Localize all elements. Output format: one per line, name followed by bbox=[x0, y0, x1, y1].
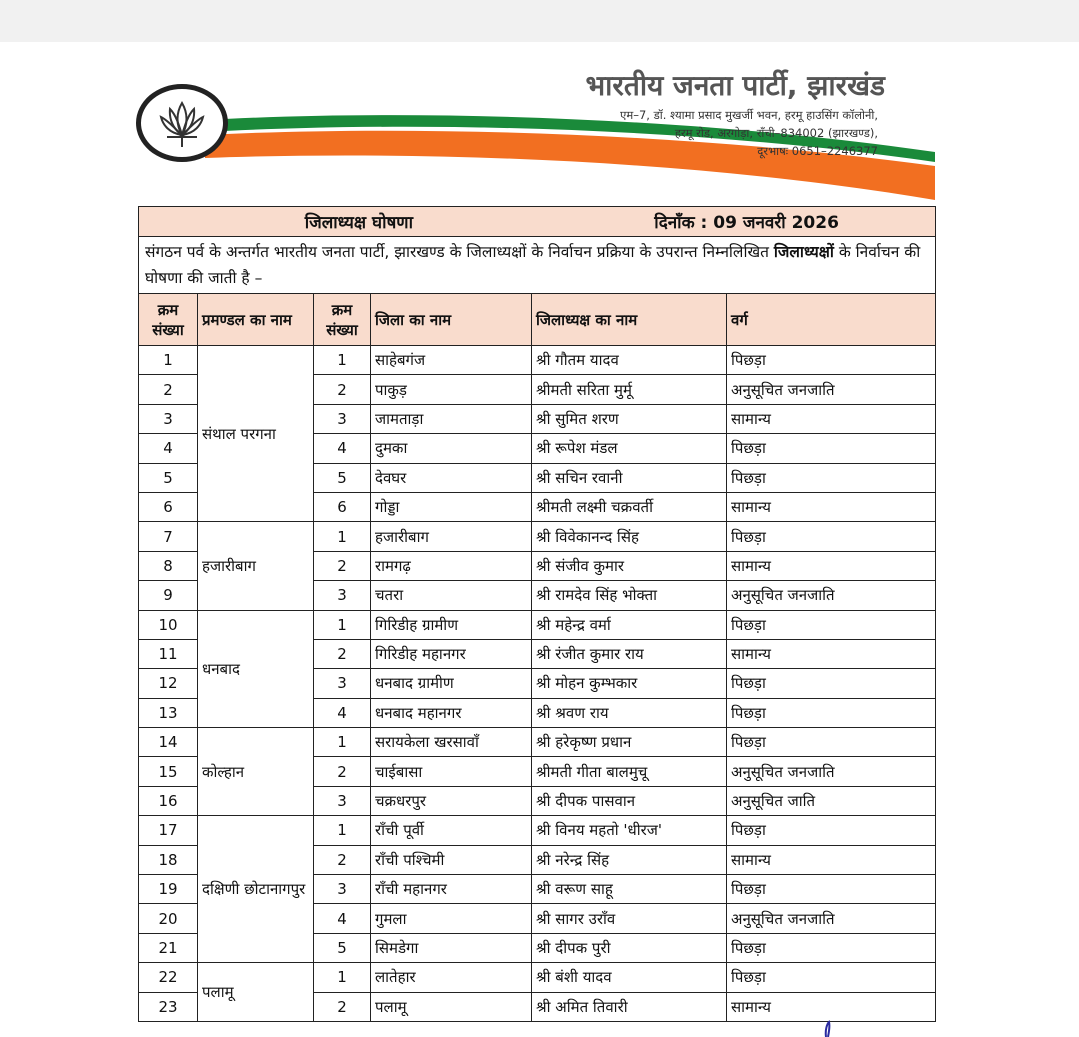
cell-division: धनबाद bbox=[198, 610, 314, 728]
cell-district: चतरा bbox=[371, 581, 532, 610]
cell-sr-no: 6 bbox=[139, 492, 198, 521]
table-row bbox=[139, 816, 936, 845]
cell-district: धनबाद महानगर bbox=[371, 698, 532, 727]
cell-sub-no: 2 bbox=[314, 992, 371, 1021]
intro-text-end: के निर्वाचन की घोषणा की जाती है – bbox=[145, 243, 921, 287]
cell-president-name: श्री श्रवण राय bbox=[532, 698, 727, 727]
cell-president-name: श्री नरेन्द्र सिंह bbox=[532, 845, 727, 874]
cell-division: पलामू bbox=[198, 963, 314, 1022]
cell-president-name: श्री रंजीत कुमार राय bbox=[532, 639, 727, 668]
cell-district: सरायकेला खरसावाँ bbox=[371, 728, 532, 757]
cell-category: पिछड़ा bbox=[727, 346, 936, 375]
cell-category: अनुसूचित जनजाति bbox=[727, 581, 936, 610]
cell-district: पाकुड़ bbox=[371, 375, 532, 404]
lotus-icon bbox=[141, 89, 223, 157]
cell-president-name: श्री वरूण साहू bbox=[532, 875, 727, 904]
cell-sub-no: 3 bbox=[314, 404, 371, 433]
cell-sub-no: 2 bbox=[314, 757, 371, 786]
cell-sub-no: 1 bbox=[314, 816, 371, 845]
cell-president-name: श्री गौतम यादव bbox=[532, 346, 727, 375]
cell-category: सामान्य bbox=[727, 404, 936, 433]
org-name: भारतीय जनता पार्टी, झारखंड bbox=[585, 69, 885, 102]
cell-category: सामान्य bbox=[727, 639, 936, 668]
cell-category: पिछड़ा bbox=[727, 698, 936, 727]
cell-district: दुमका bbox=[371, 434, 532, 463]
cell-president-name: श्री विनय महतो 'धीरज' bbox=[532, 816, 727, 845]
cell-sub-no: 4 bbox=[314, 698, 371, 727]
cell-sr-no: 3 bbox=[139, 404, 198, 433]
cell-president-name: श्री महेन्द्र वर्मा bbox=[532, 610, 727, 639]
cell-category: अनुसूचित जाति bbox=[727, 786, 936, 815]
address-line: हरमू रोड, अरगोड़ा, राँची–834002 (झारखण्ड), bbox=[674, 126, 878, 140]
table-row bbox=[139, 728, 936, 757]
cell-sub-no: 1 bbox=[314, 346, 371, 375]
cell-category: सामान्य bbox=[727, 845, 936, 874]
cell-category: अनुसूचित जनजाति bbox=[727, 757, 936, 786]
cell-district: सिमडेगा bbox=[371, 933, 532, 962]
cell-president-name: श्री दीपक पुरी bbox=[532, 933, 727, 962]
cell-president-name: श्रीमती सरिता मुर्मू bbox=[532, 375, 727, 404]
cell-category: अनुसूचित जनजाति bbox=[727, 375, 936, 404]
cell-sr-no: 22 bbox=[139, 963, 198, 992]
cell-sr-no: 14 bbox=[139, 728, 198, 757]
cell-sub-no: 4 bbox=[314, 434, 371, 463]
cell-sub-no: 1 bbox=[314, 963, 371, 992]
cell-category: पिछड़ा bbox=[727, 669, 936, 698]
cell-category: पिछड़ा bbox=[727, 875, 936, 904]
cell-sub-no: 3 bbox=[314, 581, 371, 610]
cell-category: सामान्य bbox=[727, 992, 936, 1021]
cell-president-name: श्री मोहन कुम्भकार bbox=[532, 669, 727, 698]
cell-division: दक्षिणी छोटानागपुर bbox=[198, 816, 314, 963]
bjp-logo bbox=[136, 84, 228, 162]
cell-sub-no: 1 bbox=[314, 522, 371, 551]
cell-district: राँची महानगर bbox=[371, 875, 532, 904]
cell-sub-no: 1 bbox=[314, 610, 371, 639]
table-body bbox=[139, 346, 936, 1022]
cell-sr-no: 4 bbox=[139, 434, 198, 463]
cell-category: पिछड़ा bbox=[727, 610, 936, 639]
cell-district: गुमला bbox=[371, 904, 532, 933]
cell-category: सामान्य bbox=[727, 492, 936, 521]
cell-sr-no: 11 bbox=[139, 639, 198, 668]
table-row bbox=[139, 522, 936, 551]
cell-president-name: श्री दीपक पासवान bbox=[532, 786, 727, 815]
cell-category: पिछड़ा bbox=[727, 963, 936, 992]
cell-sub-no: 2 bbox=[314, 639, 371, 668]
cell-sub-no: 2 bbox=[314, 551, 371, 580]
cell-district: रामगढ़ bbox=[371, 551, 532, 580]
cell-sr-no: 12 bbox=[139, 669, 198, 698]
header-division: प्रमण्डल का नाम bbox=[198, 294, 314, 346]
header-president: जिलाध्यक्ष का नाम bbox=[532, 294, 727, 346]
cell-sr-no: 1 bbox=[139, 346, 198, 375]
cell-category: अनुसूचित जनजाति bbox=[727, 904, 936, 933]
cell-category: पिछड़ा bbox=[727, 728, 936, 757]
cell-sr-no: 8 bbox=[139, 551, 198, 580]
cell-category: सामान्य bbox=[727, 551, 936, 580]
cell-sr-no: 17 bbox=[139, 816, 198, 845]
cell-division: हजारीबाग bbox=[198, 522, 314, 610]
cell-category: पिछड़ा bbox=[727, 522, 936, 551]
cell-category: पिछड़ा bbox=[727, 816, 936, 845]
cell-sr-no: 20 bbox=[139, 904, 198, 933]
cell-district: राँची पश्चिमी bbox=[371, 845, 532, 874]
cell-sr-no: 10 bbox=[139, 610, 198, 639]
cell-category: पिछड़ा bbox=[727, 463, 936, 492]
cell-district: लातेहार bbox=[371, 963, 532, 992]
intro-row bbox=[139, 237, 936, 294]
cell-sr-no: 5 bbox=[139, 463, 198, 492]
cell-sr-no: 2 bbox=[139, 375, 198, 404]
cell-sr-no: 18 bbox=[139, 845, 198, 874]
cell-sub-no: 1 bbox=[314, 728, 371, 757]
cell-sr-no: 13 bbox=[139, 698, 198, 727]
table-row bbox=[139, 346, 936, 375]
cell-sr-no: 16 bbox=[139, 786, 198, 815]
cell-district: जामताड़ा bbox=[371, 404, 532, 433]
address-line: एम–7, डॉ. श्यामा प्रसाद मुखर्जी भवन, हरमू हाउसिंग कॉलोनी, bbox=[620, 108, 878, 122]
cell-division: कोल्हान bbox=[198, 728, 314, 816]
notice-title: जिलाध्यक्ष घोषणा bbox=[304, 213, 413, 233]
cell-district: गोड्डा bbox=[371, 492, 532, 521]
cell-sr-no: 7 bbox=[139, 522, 198, 551]
cell-sub-no: 2 bbox=[314, 375, 371, 404]
cell-president-name: श्री रामदेव सिंह भोक्ता bbox=[532, 581, 727, 610]
table-row bbox=[139, 610, 936, 639]
cell-president-name: श्रीमती लक्ष्मी चक्रवर्ती bbox=[532, 492, 727, 521]
cell-sub-no: 3 bbox=[314, 875, 371, 904]
cell-district: राँची पूर्वी bbox=[371, 816, 532, 845]
header-sub-no: क्रम संख्या bbox=[314, 294, 371, 346]
cell-sub-no: 5 bbox=[314, 463, 371, 492]
intro-bold-text: जिलाध्यक्षों bbox=[773, 243, 834, 261]
header-district: जिला का नाम bbox=[371, 294, 532, 346]
cell-sub-no: 3 bbox=[314, 786, 371, 815]
cell-sr-no: 9 bbox=[139, 581, 198, 610]
notice-date: दिनाँक : 09 जनवरी 2026 bbox=[654, 213, 839, 233]
pen-mark bbox=[820, 1020, 836, 1037]
cell-sub-no: 2 bbox=[314, 845, 371, 874]
table-row bbox=[139, 963, 936, 992]
cell-sr-no: 23 bbox=[139, 992, 198, 1021]
cell-president-name: श्री संजीव कुमार bbox=[532, 551, 727, 580]
cell-president-name: श्री अमित तिवारी bbox=[532, 992, 727, 1021]
cell-sr-no: 21 bbox=[139, 933, 198, 962]
cell-president-name: श्री हरेकृष्ण प्रधान bbox=[532, 728, 727, 757]
cell-district: गिरिडीह महानगर bbox=[371, 639, 532, 668]
table-header bbox=[139, 294, 936, 346]
header-sr-no: क्रम संख्या bbox=[139, 294, 198, 346]
cell-president-name: श्री सुमित शरण bbox=[532, 404, 727, 433]
cell-sub-no: 3 bbox=[314, 669, 371, 698]
header-category: वर्ग bbox=[727, 294, 936, 346]
cell-district: देवघर bbox=[371, 463, 532, 492]
intro-text: संगठन पर्व के अन्तर्गत भारतीय जनता पार्टी, झारखण्ड के जिलाध्यक्षों के निर्वाचन प्रक्रिया के उपरान्त निम्नलिखित bbox=[145, 243, 774, 261]
cell-president-name: श्री रूपेश मंडल bbox=[532, 434, 727, 463]
cell-president-name: श्री विवेकानन्द सिंह bbox=[532, 522, 727, 551]
cell-district: पलामू bbox=[371, 992, 532, 1021]
title-row bbox=[139, 207, 936, 237]
cell-president-name: श्री सचिन रवानी bbox=[532, 463, 727, 492]
cell-sr-no: 15 bbox=[139, 757, 198, 786]
cell-sub-no: 6 bbox=[314, 492, 371, 521]
cell-category: पिछड़ा bbox=[727, 933, 936, 962]
cell-district: चाईबासा bbox=[371, 757, 532, 786]
district-president-table bbox=[138, 206, 936, 1022]
cell-president-name: श्रीमती गीता बालमुचू bbox=[532, 757, 727, 786]
cell-president-name: श्री बंशी यादव bbox=[532, 963, 727, 992]
cell-district: धनबाद ग्रामीण bbox=[371, 669, 532, 698]
cell-sub-no: 4 bbox=[314, 904, 371, 933]
cell-district: गिरिडीह ग्रामीण bbox=[371, 610, 532, 639]
cell-district: हजारीबाग bbox=[371, 522, 532, 551]
cell-district: साहेबगंज bbox=[371, 346, 532, 375]
cell-sr-no: 19 bbox=[139, 875, 198, 904]
cell-president-name: श्री सागर उराँव bbox=[532, 904, 727, 933]
cell-sub-no: 5 bbox=[314, 933, 371, 962]
phone-line: दूरभाषः 0651–2246377 bbox=[757, 144, 878, 158]
cell-division: संथाल परगना bbox=[198, 346, 314, 522]
cell-district: चक्रधरपुर bbox=[371, 786, 532, 815]
cell-category: पिछड़ा bbox=[727, 434, 936, 463]
